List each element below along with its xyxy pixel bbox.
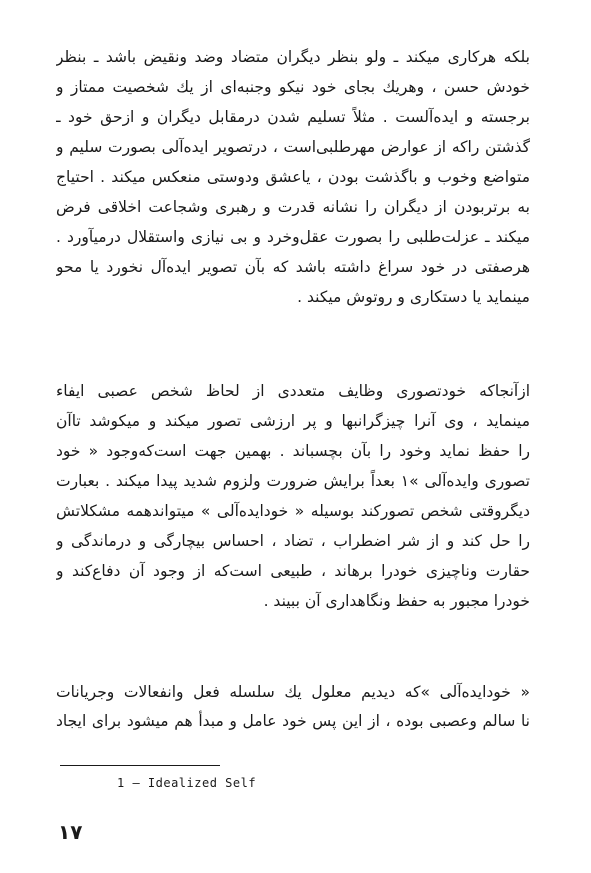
- text-line: میکند ـ عزلت‌طلبی را بصورت عقل‌وخرد و بی نیازی واستقلال درمیآورد .: [56, 228, 530, 246]
- text-line: خودش حسن ، وهریك بجای خود نیکو وجنبه‌ای از یك شخصیت ممتاز و: [56, 78, 530, 96]
- text-line: ازآنجاکه خودتصوری وظایف متعددی از لحاظ شخص عصبی ایفاء: [56, 382, 530, 400]
- text-line: مینماید ، وی آنرا چیزگرانبها و پر ارزشی تصور میکند و میکوشد تاآن: [56, 412, 530, 430]
- text-line: گذشتن راکه از عوارض مهرطلبی‌است ، درتصویر ایده‌آلی بصورت سلیم و: [56, 138, 530, 156]
- text-line: مینماید یا دستکاری و روتوش میکند .: [297, 288, 530, 306]
- paragraph-2: [56, 376, 530, 616]
- text-line: هرصفتی در خود سراغ داشته باشد که بآن تصویر ایده‌آل نخورد یا محو: [56, 258, 530, 276]
- text-line: دیگروقتی شخص تصورکند بوسیله « خودایده‌آلی » میتواندهمه مشکلاتش: [56, 502, 530, 520]
- text-line: متواضع وخوب و باگذشت بودن ، یاعشق ودوستی منعکس میکند . احتیاج: [56, 168, 530, 186]
- footnote-divider: [60, 765, 220, 766]
- text-line: را حل کند و از شر اضطراب ، تضاد ، احساس بیچارگی و درماندگی و: [56, 532, 530, 550]
- text-line: را حفظ نماید وخود را بآن بچسباند . بهمین جهت است‌که‌وجود « خود: [56, 442, 530, 460]
- paragraph-1: [56, 42, 530, 312]
- page-number: ۱۷: [58, 820, 83, 844]
- paragraph-3: [56, 678, 530, 736]
- footnote: 1 – Idealized Self: [117, 776, 257, 790]
- text-line: حقارت وناچیزی خودرا برهاند ، طبیعی است‌که از وجود آن دفاع‌کند و: [56, 562, 530, 580]
- text-line: بلکه هرکاری میکند ـ ولو بنظر دیگران متضاد وضد ونقیض باشد ـ بنظر: [56, 48, 530, 66]
- text-line: خودرا مجبور به حفظ ونگاهداری آن ببیند .: [263, 592, 530, 610]
- text-line: برجسته و ایده‌آلست . مثلاً تسلیم شدن درمقابل دیگران و ازحق خود ـ: [56, 108, 530, 126]
- text-line: به برتربودن از دیگران را نشانه قدرت و رهبری وشجاعت اخلاقی فرض: [56, 198, 530, 216]
- text-line: « خودایده‌آلی »که دیدیم معلول یك سلسله فعل وانفعالات وجریانات: [56, 683, 530, 701]
- text-line: نا سالم وعصبی بوده ، از این پس خود عامل و مبدأ هم میشود برای ایجاد: [56, 712, 530, 730]
- text-line: تصوری وایده‌آلی »۱ بعداً برایش ضرورت ولزوم شدید پیدا میکند . بعبارت: [56, 472, 530, 490]
